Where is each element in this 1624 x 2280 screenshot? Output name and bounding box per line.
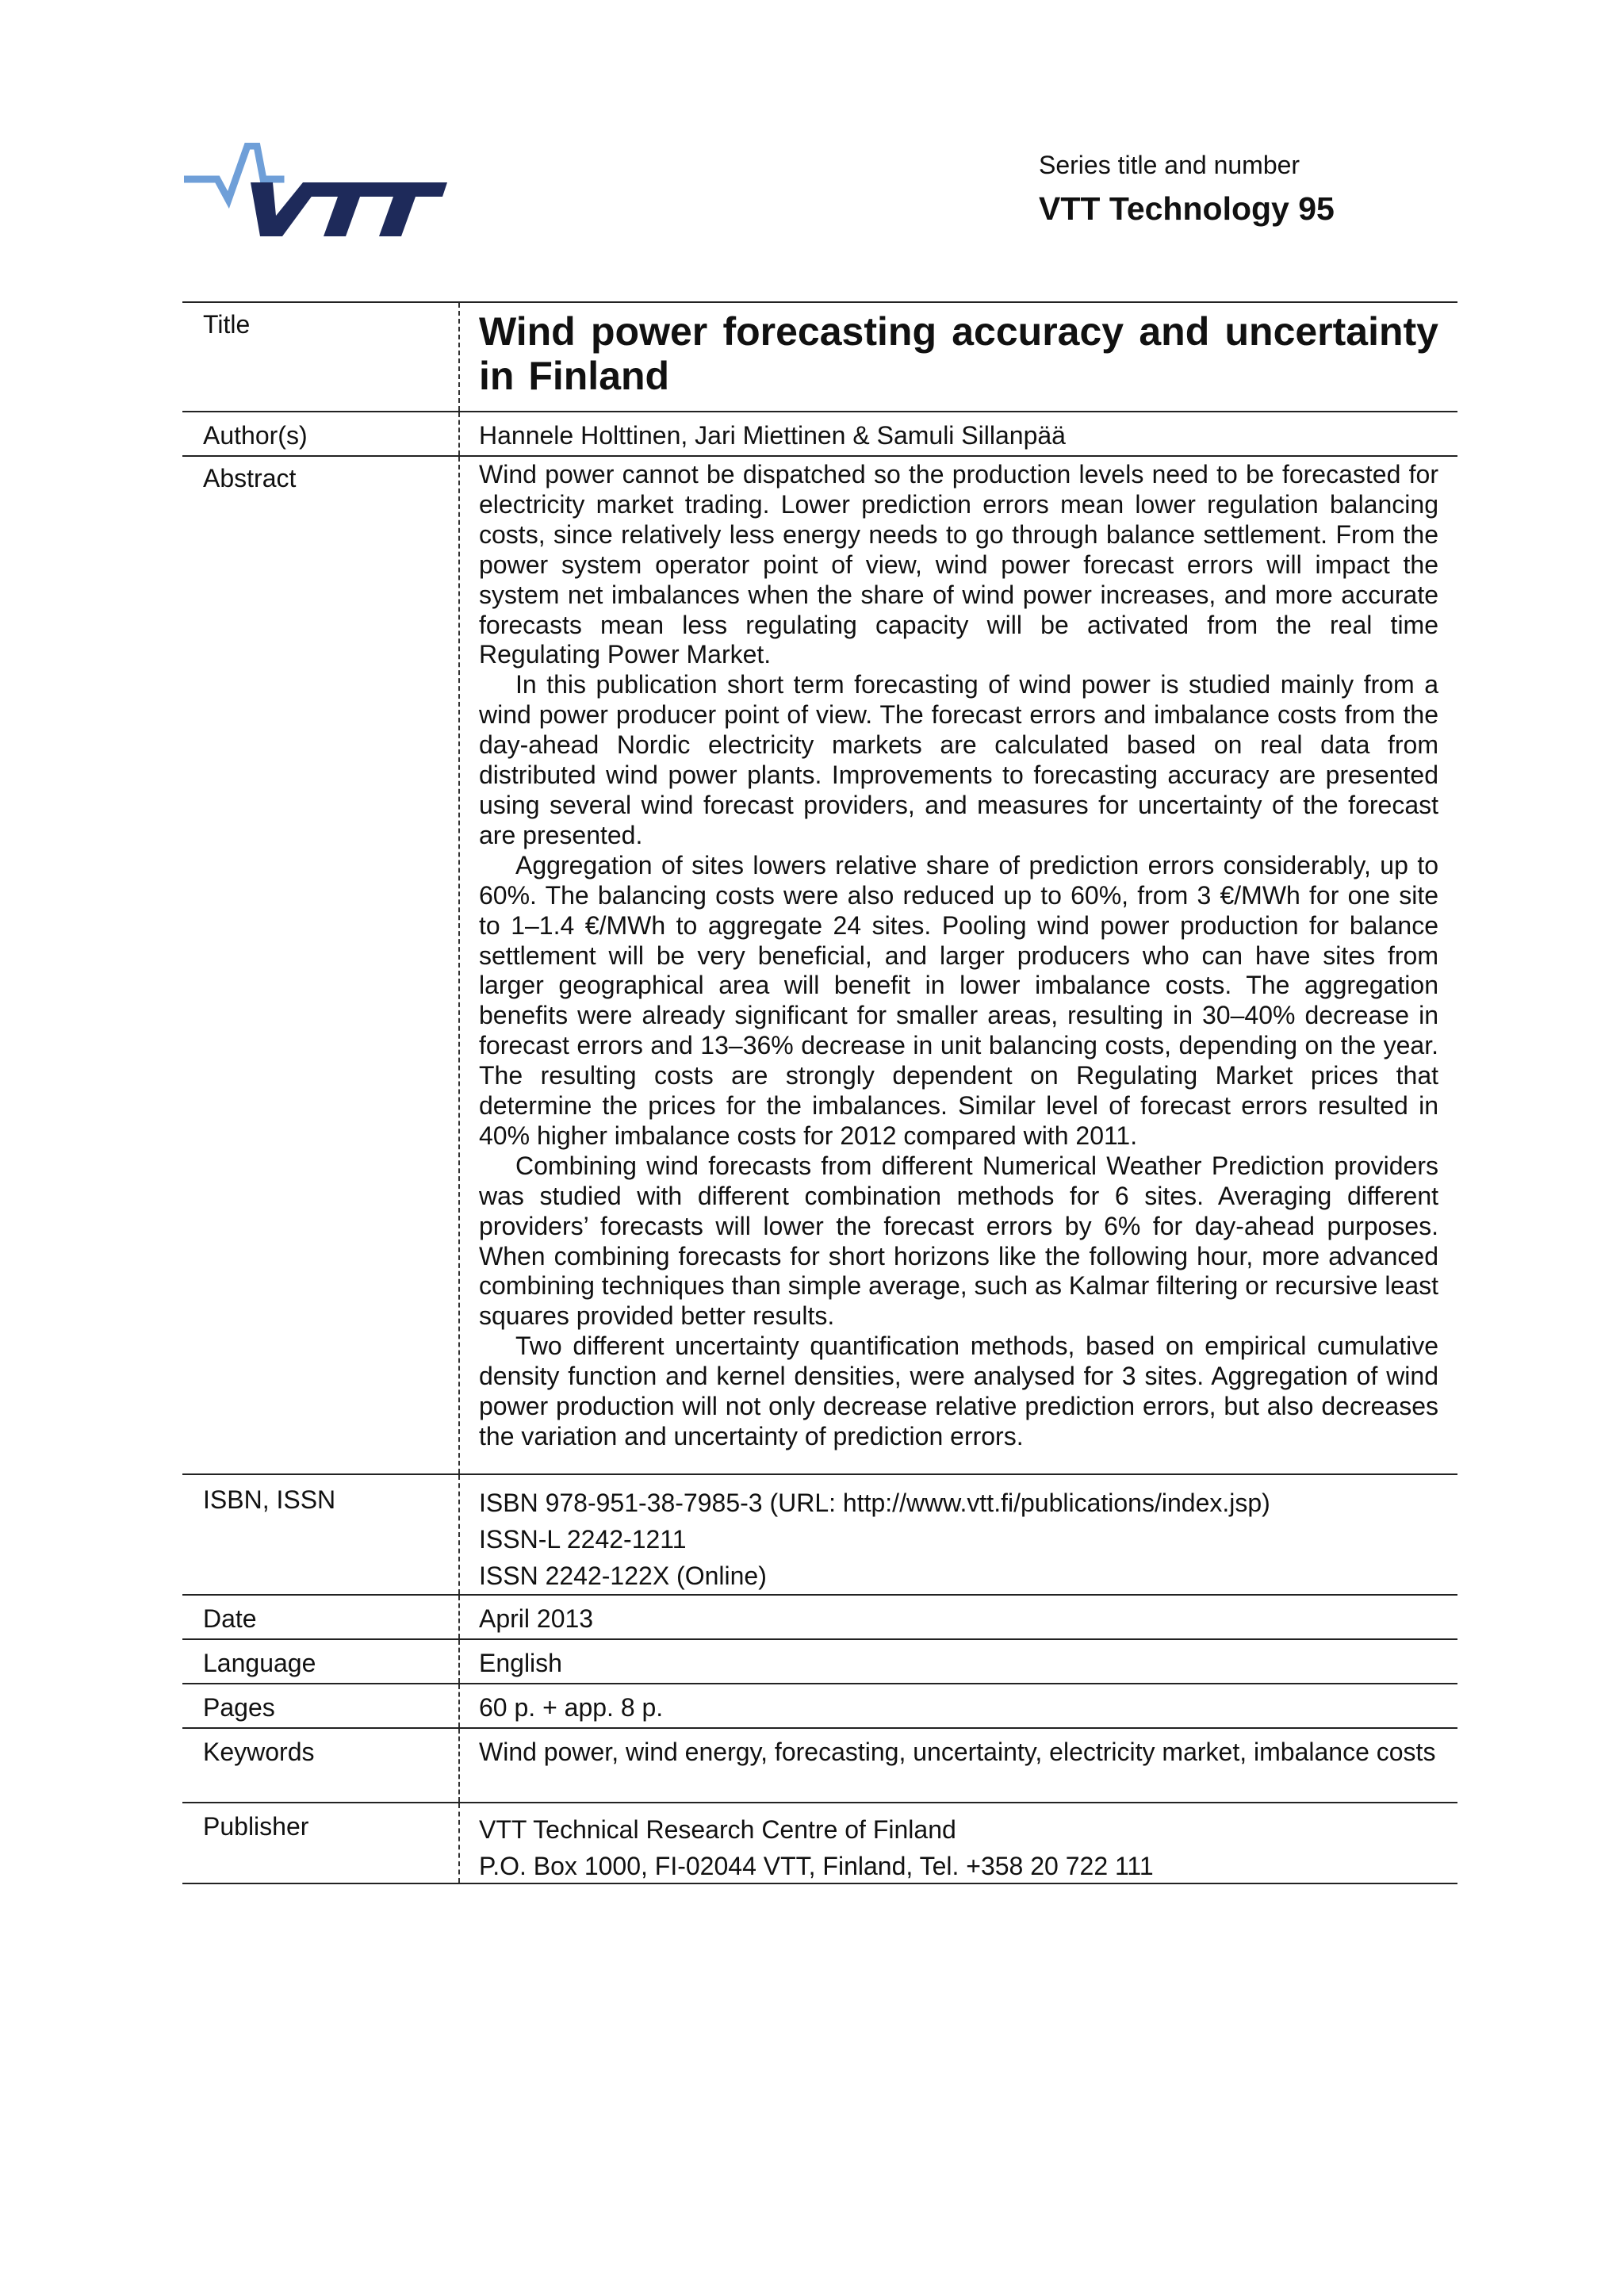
keywords-label: Keywords — [182, 1729, 460, 1802]
abstract-label: Abstract — [182, 457, 460, 1473]
issn-l-line: ISSN-L 2242-1211 — [479, 1525, 687, 1554]
logo-letter-t2 — [365, 182, 447, 236]
logo-letter-v — [251, 182, 322, 236]
isbn-line: ISBN 978-951-38-7985-3 (URL: http://www.vtt.fi/publications/index.jsp) — [479, 1489, 1270, 1517]
abstract-paragraph: Wind power cannot be dispatched so the production levels need to be forecasted for electricity market trading. Lower prediction errors mean lower regulation balancing costs, since relatively less energy needs to go through balance settlement. From the power system operator point of view, wind power forecast errors will impact the system net imbalances when the share of wind power increases, and more accurate forecasts mean less regulating capacity will be activated from the real time Regulating Power Market. — [479, 460, 1438, 669]
pages-label: Pages — [182, 1684, 460, 1727]
date-label: Date — [182, 1596, 460, 1638]
authors-row — [182, 412, 1457, 457]
authors-value: Hannele Holttinen, Jari Miettinen & Samuli Sillanpää — [479, 421, 1066, 450]
metadata-table — [182, 301, 1457, 1884]
abstract-paragraph: In this publication short term forecasting of wind power is studied mainly from a wind power producer point of view. The forecast errors and imbalance costs from the day-ahead Nordic electricity markets are calculated based on real data from distributed wind power plants. Improvements to forecasting accuracy are presented using several wind forecast providers, and measures for uncertainty of the forecast are presented. — [479, 670, 1438, 849]
authors-label: Author(s) — [182, 412, 460, 455]
language-value: English — [479, 1649, 562, 1677]
pages-value: 60 p. + app. 8 p. — [479, 1693, 664, 1722]
date-value: April 2013 — [479, 1604, 594, 1633]
series-value: VTT Technology 95 — [1039, 190, 1335, 227]
title-label: Title — [182, 303, 460, 411]
isbn-row — [182, 1475, 1457, 1596]
publisher-name: VTT Technical Research Centre of Finland — [479, 1815, 956, 1844]
vtt-logo — [184, 143, 447, 239]
publication-title: Wind power forecasting accuracy and uncertainty in Finland — [479, 309, 1438, 398]
keywords-value: Wind power, wind energy, forecasting, uncertainty, electricity market, imbalance costs — [479, 1738, 1436, 1766]
keywords-row — [182, 1729, 1457, 1803]
series-label: Series title and number — [1039, 151, 1300, 179]
abstract-row — [182, 457, 1457, 1475]
issn-online-line: ISSN 2242-122X (Online) — [479, 1562, 767, 1590]
date-row — [182, 1596, 1457, 1640]
series-block — [1039, 149, 1335, 230]
title-row — [182, 303, 1457, 412]
publisher-row — [182, 1803, 1457, 1884]
isbn-label: ISBN, ISSN — [182, 1475, 460, 1594]
abstract-paragraph: Combining wind forecasts from different Numerical Weather Prediction providers was studied with different combination methods for 6 sites. Averaging different providers’ forecasts will lower the forecast errors by 6% for day-ahead purposes. When combining forecasts for short horizons like the following hour, more advanced combining techniques than simple average, such as Kalmar filtering or recursive least squares provided better results. — [479, 1151, 1438, 1331]
language-row — [182, 1640, 1457, 1684]
abstract-body — [460, 457, 1457, 1473]
abstract-paragraph: Two different uncertainty quantification methods, based on empirical cumulative density function and kernel densities, were analysed for 3 sites. Aggregation of wind power production will not only decrease relative prediction errors, but also decreases the variation and uncertainty of prediction errors. — [479, 1332, 1438, 1450]
abstract-paragraph: Aggregation of sites lowers relative share of prediction errors considerably, up to 60%. The balancing costs were also reduced up to 60%, from 3 €/MWh for one site to 1–1.4 €/MWh to aggregate 24 sites. Pooling wind power production for balance settlement will be very beneficial, and larger producers who can have sites from larger geographical area will benefit in lower imbalance costs. The aggregation benefits were already significant for smaller areas, resulting in 30–40% decrease in forecast errors and 13–36% decrease in unit balancing costs, depending on the year. The resulting costs are strongly dependent on Regulating Market prices that determine the prices for the imbalances. Similar level of forecast errors resulted in 40% higher imbalance costs for 2012 compared with 2011. — [479, 850, 1438, 1150]
pages-row — [182, 1684, 1457, 1729]
publisher-label: Publisher — [182, 1803, 460, 1883]
publisher-address: P.O. Box 1000, FI-02044 VTT, Finland, Tel. +358 20 722 111 — [479, 1852, 1154, 1880]
language-label: Language — [182, 1640, 460, 1683]
